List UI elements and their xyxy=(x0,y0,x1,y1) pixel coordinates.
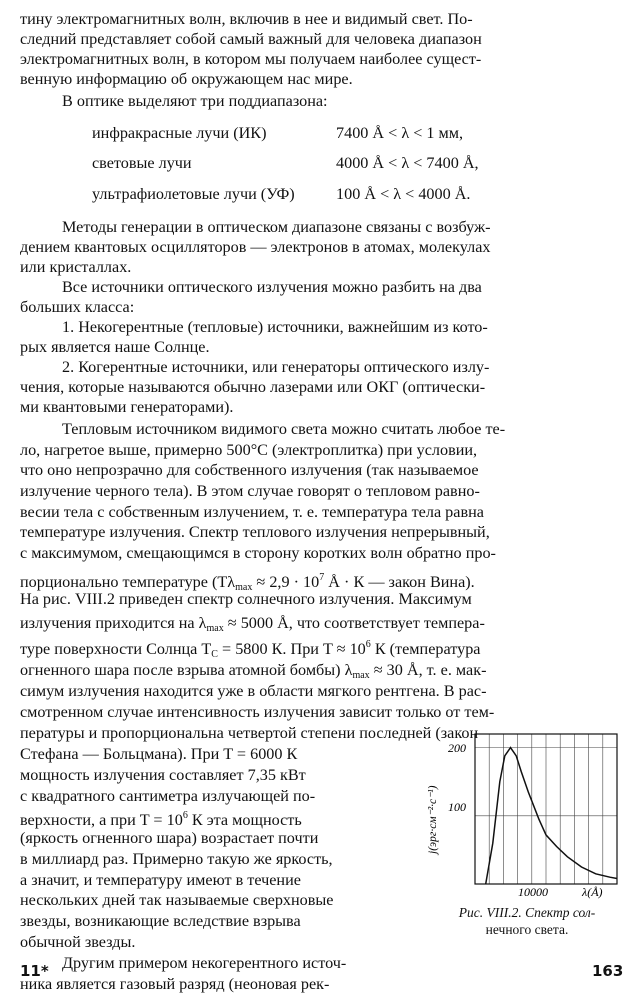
text-line: ло, нагретое выше, примерно 500°С (электроплитка) при условии, xyxy=(20,441,478,459)
text-line: смотренном случае интенсивность излучения зависит только от тем- xyxy=(20,703,495,721)
text-span: туре поверхности Солнца T xyxy=(20,640,212,658)
subrange-range: 100 Å < λ < 4000 Å. xyxy=(336,185,471,203)
text-line: с квадратного сантиметра излучающей по- xyxy=(20,787,316,805)
figure-caption xyxy=(424,904,630,938)
superscript: 7 xyxy=(319,572,325,583)
text-line: что оно непрозрачно для собственного излучения (так называемое xyxy=(20,461,479,479)
text-line: симум излучения находится уже в области мягкого рентгена. В рас- xyxy=(20,682,487,700)
text-line: или кристаллах. xyxy=(20,258,132,276)
text-line: Все источники оптического излучения можно разбить на два xyxy=(62,278,482,296)
x-axis-label: λ(Å) xyxy=(582,885,603,899)
caption-line-2: нечного света. xyxy=(485,922,569,937)
text-line: (яркость огненного шара) возрастает почти xyxy=(20,829,319,847)
text-line: с максимумом, смещающимся в сторону коротких волн обратно про- xyxy=(20,544,496,562)
text-line: звезды, возникающие вследствие взрыва xyxy=(20,912,301,930)
text-line: тину электромагнитных волн, включив в нее и видимый свет. По- xyxy=(20,10,473,28)
text-line: 1. Некогерентные (тепловые) источники, важнейшим из кото- xyxy=(62,318,488,336)
text-line: На рис. VIII.2 приведен спектр солнечного излучения. Максимум xyxy=(20,590,472,608)
text-line: ника является газовый разряд (неоновая рек- xyxy=(20,975,330,993)
text-line: обычной звезды. xyxy=(20,933,136,951)
text-span: К (температура xyxy=(370,640,481,658)
text-line: 2. Когерентные источники, или генераторы оптического излу- xyxy=(62,358,490,376)
text-span: ≈ 2,9 · 10 xyxy=(252,573,320,591)
y-tick-label-100: 100 xyxy=(448,800,466,814)
spectrum-chart xyxy=(420,724,630,914)
text-span: = 5800 К. При T ≈ 10 xyxy=(217,640,366,658)
text-line: весии тела с собственным излучением, т. е. температура тела равна xyxy=(20,503,484,521)
text-line: Тепловым источником видимого света можно считать любое те- xyxy=(62,420,506,438)
text-line: следний представляет собой самый важный для человека диапазон xyxy=(20,30,482,48)
x-tick-label-10000: 10000 xyxy=(518,885,548,899)
text-span: огненного шара после взрыва атомной бомбы) λ xyxy=(20,661,353,679)
subscript: max xyxy=(235,582,253,593)
subrange-range: 4000 Å < λ < 7400 Å, xyxy=(336,154,479,172)
subrange-range: 7400 Å < λ < 1 мм, xyxy=(336,124,464,142)
text-line: электромагнитных волн, в котором мы получаем наиболее сущест- xyxy=(20,50,482,68)
text-line: температуре излучения. Спектр теплового излучения непрерывный, xyxy=(20,523,490,541)
text-line: В оптике выделяют три поддиапазона: xyxy=(62,92,328,110)
caption-line-1: Рис. VIII.2. Спектр сол- xyxy=(458,905,596,920)
superscript: 6 xyxy=(182,810,188,821)
subrange-name: инфракрасные лучи (ИК) xyxy=(92,124,267,142)
subscript: max xyxy=(352,670,370,681)
text-line: Стефана — Больцмана). При T = 6000 К xyxy=(20,745,298,763)
y-axis-label: j(эрг·см⁻²·с⁻¹) xyxy=(427,785,439,854)
text-span: Å · К — закон Вина). xyxy=(324,573,475,591)
text-line: больших класса: xyxy=(20,298,135,316)
text-span: К эта мощность xyxy=(187,811,302,829)
text-line: Другим примером некогерентного источ- xyxy=(62,954,347,972)
text-line: венную информацию об окружающем нас мире. xyxy=(20,70,353,88)
text-line: пературы и пропорциональна четвертой степени последней (закон xyxy=(20,724,479,742)
text-line: а значит, и температуру имеют в течение xyxy=(20,871,301,889)
subscript: С xyxy=(211,649,218,660)
text-span: ≈ 5000 Å, что соответствует темпера- xyxy=(223,614,485,632)
text-line xyxy=(20,806,302,830)
text-span: ≈ 30 Å, т. е. мак- xyxy=(369,661,487,679)
text-line: в миллиард раз. Примерно такую же яркость, xyxy=(20,850,333,868)
text-line: мощность излучения составляет 7,35 кВт xyxy=(20,766,306,784)
superscript: 6 xyxy=(365,639,371,650)
y-tick-label-200: 200 xyxy=(448,741,466,755)
text-line: рых является наше Солнце. xyxy=(20,338,210,356)
page-number: 163 xyxy=(592,962,624,980)
text-line: чения, которые называются обычно лазерами или ОКГ (оптически- xyxy=(20,378,486,396)
text-line: дением квантовых осцилляторов — электронов в атомах, молекулах xyxy=(20,238,491,256)
text-line: Методы генерации в оптическом диапазоне связаны с возбуж- xyxy=(62,218,491,236)
caption-line xyxy=(424,904,630,921)
text-line: излучение черного тела). В этом случае говорят о тепловом равно- xyxy=(20,482,480,500)
signature-mark: 11* xyxy=(20,962,49,980)
text-span: излучения приходится на λ xyxy=(20,614,207,632)
text-line: ми квантовыми генераторами). xyxy=(20,398,234,416)
subrange-name: ультрафиолетовые лучи (УФ) xyxy=(92,185,295,203)
text-span: порционально температуре (Tλ xyxy=(20,573,236,591)
text-line: нескольких дней так называемые сверхновые xyxy=(20,891,334,909)
subrange-name: световые лучи xyxy=(92,154,192,172)
text-span: верхности, а при T = 10 xyxy=(20,811,183,829)
subscript: max xyxy=(206,623,224,634)
